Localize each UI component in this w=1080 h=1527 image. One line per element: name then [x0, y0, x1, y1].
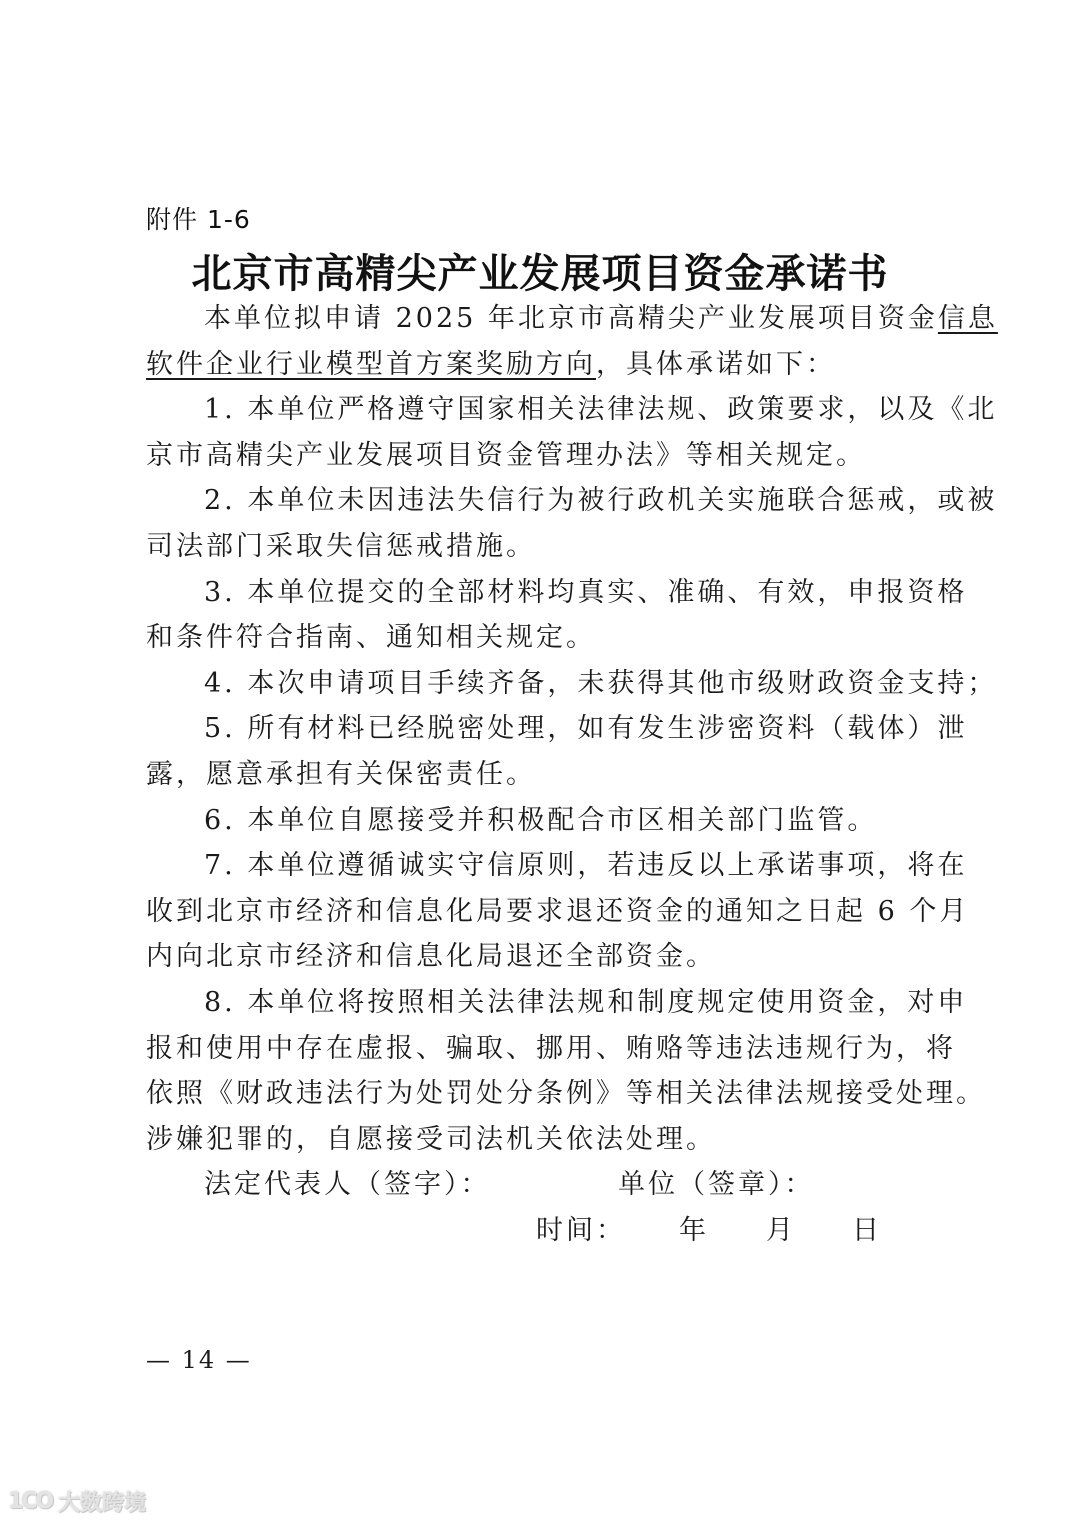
watermark-logo-icon: 1CO	[8, 1489, 53, 1514]
underlined-direction-text: 软件企业行业模型首方案奖励方向	[146, 348, 596, 380]
unit-seal-label: 单位（签章）：	[618, 1169, 815, 1200]
document-title: 北京市高精尖产业发展项目资金承诺书	[191, 250, 889, 297]
date-label: 时间：	[536, 1215, 626, 1246]
underlined-direction-text: 信息	[937, 303, 998, 334]
commitment-item-5-line-1: 5. 所有材料已经脱密处理，如有发生涉密资料（载体）泄	[204, 713, 968, 745]
legal-representative-signature-label: 法定代表人（签字）：	[204, 1169, 491, 1200]
commitment-item-7-line-3: 内向北京市经济和信息化局退还全部资金。	[146, 941, 716, 973]
watermark-text: 大数跨境	[58, 1491, 147, 1516]
commitment-item-8-line-2: 报和使用中存在虚报、骗取、挪用、贿赂等违法违规行为，将	[146, 1032, 956, 1064]
commitment-item-5-line-2: 露，愿意承担有关保密责任。	[146, 758, 536, 790]
commitment-item-4-line-1: 4. 本次申请项目手续齐备，未获得其他市级财政资金支持；	[204, 667, 998, 699]
commitment-item-7-line-1: 7. 本单位遵循诚实守信原则，若违反以上承诺事项，将在	[204, 850, 968, 882]
commitment-item-3-line-2: 和条件符合指南、通知相关规定。	[146, 622, 596, 654]
commitment-item-8-line-4: 涉嫌犯罪的，自愿接受司法机关依法处理。	[146, 1123, 716, 1155]
commitment-item-1-line-1: 1. 本单位严格遵守国家相关法律法规、政策要求，以及《北	[204, 394, 998, 426]
commitment-item-3-line-1: 3. 本单位提交的全部材料均真实、准确、有效，申报资格	[204, 576, 968, 608]
commitment-item-8-line-3: 依照《财政违法行为处罚处分条例》等相关法律法规接受处理。	[146, 1078, 986, 1110]
date-year-label: 年	[679, 1215, 709, 1246]
document-body	[146, 296, 998, 1162]
intro-text: 本单位拟申请 2025 年北京市高精尖产业发展项目资金	[204, 303, 938, 334]
watermark	[8, 1486, 146, 1517]
intro-text: ，具体承诺如下：	[596, 348, 836, 380]
date-month-label: 月	[766, 1215, 796, 1246]
date-day-label: 日	[852, 1215, 882, 1246]
commitment-item-7-line-2: 收到北京市经济和信息化局要求退还资金的通知之日起 6 个月	[146, 895, 970, 927]
page-number: — 14 —	[146, 1346, 252, 1374]
intro-line-2	[146, 342, 930, 388]
intro-line-1	[146, 296, 998, 342]
commitment-item-2-line-1: 2. 本单位未因违法失信行为被行政机关实施联合惩戒，或被	[204, 485, 998, 517]
commitment-item-2-line-2: 司法部门采取失信惩戒措施。	[146, 530, 536, 562]
commitment-item-8-line-1: 8. 本单位将按照相关法律法规和制度规定使用资金，对申	[204, 986, 968, 1018]
commitment-item-1-line-2: 京市高精尖产业发展项目资金管理办法》等相关规定。	[146, 439, 866, 471]
annex-label: 附件 1-6	[146, 205, 251, 234]
commitment-item-6-line-1: 6. 本单位自愿接受并积极配合市区相关部门监管。	[204, 804, 878, 836]
